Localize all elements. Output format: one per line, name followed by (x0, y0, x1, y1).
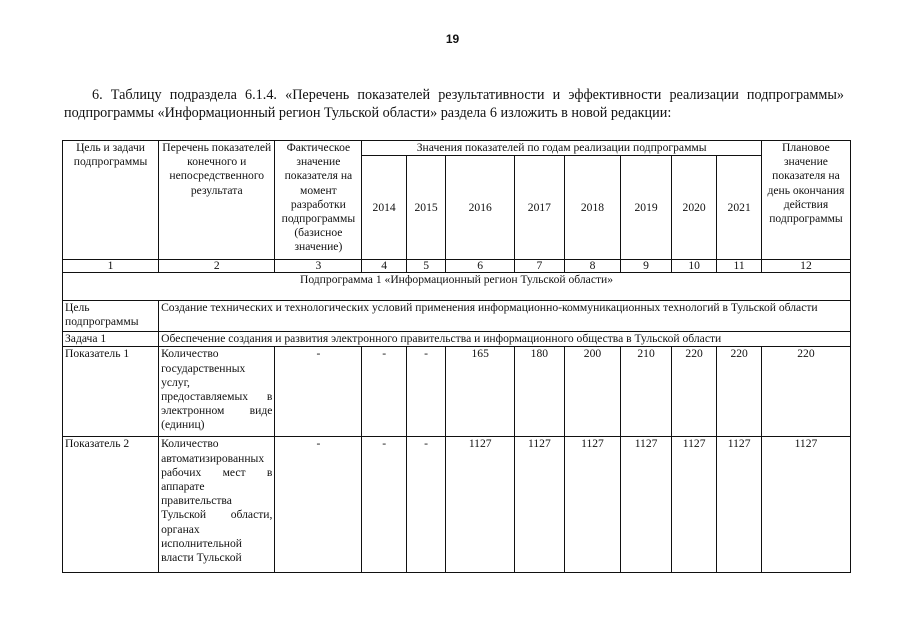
column-number: 4 (362, 260, 407, 273)
indicator-year-value: 220 (717, 347, 762, 437)
indicator-name: Количество автоматизированных рабочих мест в аппарате правительства Тульской области, органах исполнительной власти Тульской (159, 437, 275, 573)
header-indicator-list: Перечень показателей конечного и непосредственного результата (159, 141, 275, 260)
indicator-year-value: 220 (671, 347, 717, 437)
indicator-plan-value: 220 (761, 347, 850, 437)
goal-text: Создание технических и технологических условий применения информационно-коммуникационных технологий в Тульской области (159, 301, 851, 332)
indicator-year-value: 1127 (446, 437, 515, 573)
header-year: 2015 (406, 156, 445, 260)
column-number: 2 (159, 260, 275, 273)
goal-label: Цель подпрограммы (63, 301, 159, 332)
indicator-plan-value: 1127 (761, 437, 850, 573)
column-number: 9 (621, 260, 672, 273)
task-label: Задача 1 (63, 332, 159, 347)
indicator-label: Показатель 2 (63, 437, 159, 573)
header-year: 2019 (621, 156, 672, 260)
indicator-year-value: 165 (446, 347, 515, 437)
indicator-name: Количество государственных услуг, предоставляемых в электронном виде (единиц) (159, 347, 275, 437)
column-number: 3 (275, 260, 362, 273)
indicator-label: Показатель 1 (63, 347, 159, 437)
table-row (63, 347, 851, 437)
indicator-year-value: 1127 (515, 437, 565, 573)
header-year: 2017 (515, 156, 565, 260)
intro-paragraph: 6. Таблицу подраздела 6.1.4. «Перечень показателей результативности и эффективности реализации подпрограммы» подпрограммы «Информационный регион Тульской области» раздела 6 изложить в новой редакции: (64, 87, 844, 121)
header-year: 2018 (564, 156, 621, 260)
header-planned-value: Плановое значение показателя на день окончания действия подпрограммы (761, 141, 850, 260)
column-number: 11 (717, 260, 762, 273)
table-row (63, 437, 851, 573)
indicator-year-value: 180 (515, 347, 565, 437)
header-year: 2016 (446, 156, 515, 260)
column-number: 10 (671, 260, 717, 273)
subprogram-title: Подпрограмма 1 «Информационный регион Тульской области» (63, 273, 851, 301)
indicator-year-value: 1127 (671, 437, 717, 573)
header-year: 2020 (671, 156, 717, 260)
column-number: 1 (63, 260, 159, 273)
column-number: 7 (515, 260, 565, 273)
indicator-year-value: - (406, 347, 445, 437)
task-text: Обеспечение создания и развития электронного правительства и информационного общества в Тульской области (159, 332, 851, 347)
column-number: 8 (564, 260, 621, 273)
indicator-year-value: 1127 (621, 437, 672, 573)
header-base-value: Фактическое значение показателя на момент разработки подпрограммы (базисное значение) (275, 141, 362, 260)
indicator-base-value: - (275, 347, 362, 437)
column-number: 6 (446, 260, 515, 273)
indicator-year-value: - (362, 347, 407, 437)
indicator-year-value: 1127 (717, 437, 762, 573)
indicator-year-value: - (406, 437, 445, 573)
indicators-table (62, 140, 851, 573)
indicator-base-value: - (275, 437, 362, 573)
header-goals-tasks: Цель и задачи подпрограммы (63, 141, 159, 260)
indicator-year-value: 210 (621, 347, 672, 437)
indicator-year-value: 1127 (564, 437, 621, 573)
page-number: 19 (445, 32, 460, 46)
column-number: 12 (761, 260, 850, 273)
header-years-group: Значения показателей по годам реализации подпрограммы (362, 141, 762, 156)
column-number: 5 (406, 260, 445, 273)
indicator-year-value: 200 (564, 347, 621, 437)
indicator-year-value: - (362, 437, 407, 573)
header-year: 2014 (362, 156, 407, 260)
header-year: 2021 (717, 156, 762, 260)
